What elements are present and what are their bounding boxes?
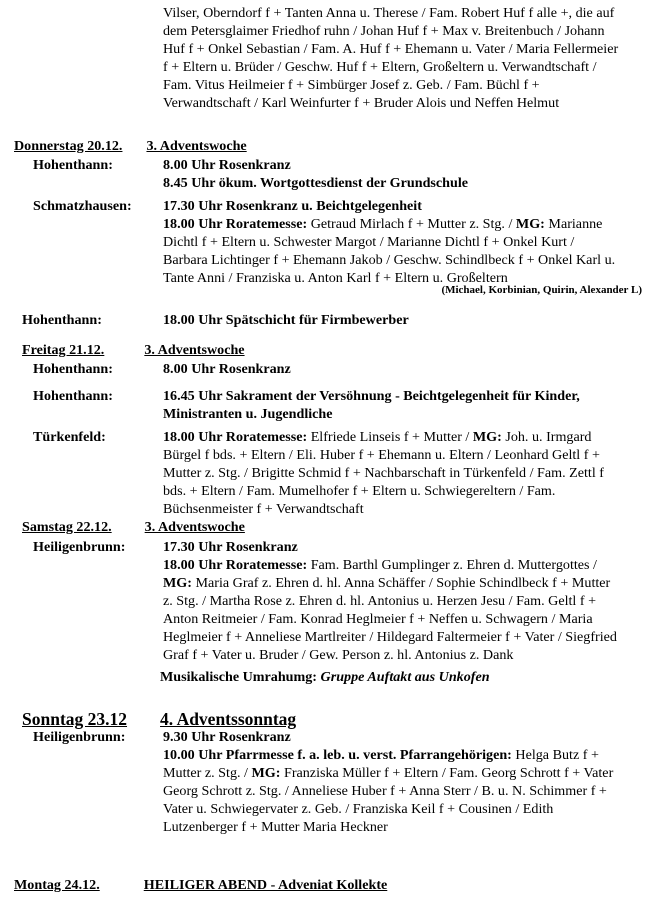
location-label: Hohenthann: — [33, 388, 113, 404]
day-heading-samstag — [22, 518, 245, 536]
service-line: Ministranten u. Jugendliche — [163, 406, 333, 422]
mg-label: MG: — [163, 575, 192, 591]
intention-line: Bürgel f bds. + Eltern / Eli. Huber f + Ehemann u. Eltern / Leonhard Geltl f + — [163, 447, 600, 463]
service-entry: 8.00 Uhr Rosenkranz — [163, 361, 291, 377]
intention-line: Dichtl f + Eltern u. Schwester Margot / Marianne Dichtl f + Onkel Kurt / — [163, 234, 575, 250]
service-line: 8.00 Uhr Rosenkranz — [163, 157, 291, 173]
intention-line — [163, 215, 653, 233]
intention-line — [163, 746, 653, 764]
service-line: 17.30 Uhr Rosenkranz — [163, 539, 298, 555]
day-heading-donnerstag — [14, 137, 247, 155]
service-entry — [163, 538, 653, 664]
location-label: Schmatzhausen: — [33, 198, 132, 214]
service-line: 9.30 Uhr Rosenkranz — [163, 729, 291, 745]
day-date: Donnerstag 20.12. — [14, 138, 123, 154]
service-entry — [163, 728, 653, 836]
intro-line: Vilser, Oberndorf f + Tanten Anna u. Therese / Fam. Robert Huf f alle +, die auf — [163, 5, 615, 21]
day-week: 3. Adventswoche — [144, 519, 245, 535]
intention-line: Anton Reitmeier / Fam. Konrad Heglmeier f + Neffen u. Schwagern / Maria — [163, 611, 593, 627]
intention-line — [163, 764, 653, 782]
intro-text — [163, 4, 653, 112]
service-entry — [163, 387, 653, 423]
day-heading-montag — [14, 876, 387, 894]
intention-line: Büchsenmeister f + Verwandtschaft — [163, 501, 364, 517]
intro-line: dem Petersglaimer Friedhof ruhn / Johan Huf f + Max v. Breitenbuch / Johann — [163, 23, 605, 39]
mg-label: MG: — [515, 216, 545, 232]
intention-line: Lutzenberger f + Mutter Maria Heckner — [163, 819, 388, 835]
day-week: 4. Adventssonntag — [160, 709, 297, 729]
intention-line: Mutter z. Stg. / Brigitte Schmid f + Nachbarschaft in Türkenfeld / Fam. Zettl f — [163, 465, 604, 481]
intention-line: Barbara Lichtinger f + Ehemann Jakob / Geschw. Schindlbeck f + Onkel Karl u. — [163, 252, 616, 268]
day-week: 3. Adventswoche — [144, 342, 245, 358]
service-entry — [163, 428, 653, 518]
intention-text: Maria Graf z. Ehren d. hl. Anna Schäffer / Sophie Schindlbeck f + Mutter — [191, 575, 611, 591]
intro-line: f + Eltern u. Brüder / Geschw. Huf f + Eltern, Großeltern u. Verwandtschaft / — [163, 59, 597, 75]
intention-line: Heglmeier f + Anneliese Martlreiter / Hildegard Faltermeier f + Vater / Siegfried — [163, 629, 617, 645]
intention-text: Getraud Mirlach f + Mutter z. Stg. / — [307, 216, 516, 232]
day-week: 3. Adventswoche — [146, 138, 247, 154]
music-group: Gruppe Auftakt aus Unkofen — [320, 669, 490, 685]
day-title: HEILIGER ABEND - Adveniat Kollekte — [143, 877, 388, 893]
service-entry: 18.00 Uhr Spätschicht für Firmbewerber — [163, 312, 409, 328]
intention-line — [163, 574, 653, 592]
mg-label: MG: — [472, 429, 502, 445]
intention-line: Georg Schrott z. Stg. / Anneliese Huber f + Anna Sterr / B. u. N. Schimmer f + — [163, 783, 607, 799]
intention-text: Helga Butz f + — [511, 747, 599, 763]
day-date: Montag 24.12. — [14, 877, 100, 893]
intention-line: Graf f + Vater u. Bruder / Gew. Person z. hl. Antonius z. Dank — [163, 647, 514, 663]
intro-line: Huf f + Onkel Sebastian / Fam. A. Huf f + Ehemann u. Vater / Maria Fellermeier — [163, 41, 619, 57]
day-date: Freitag 21.12. — [22, 342, 105, 358]
intention-text: Marianne — [544, 216, 603, 232]
location-label: Heiligenbrunn: — [33, 729, 126, 745]
service-line: 17.30 Uhr Rosenkranz u. Beichtgelegenheit — [163, 198, 422, 214]
day-date: Samstag 22.12. — [22, 519, 112, 535]
location-label: Hohenthann: — [22, 312, 102, 328]
intention-line — [163, 556, 653, 574]
location-label: Hohenthann: — [33, 361, 113, 377]
day-date: Sonntag 23.12 — [22, 709, 128, 729]
service-entry — [163, 197, 653, 287]
mass-label: 18.00 Uhr Roratemesse: — [163, 429, 308, 445]
day-heading-freitag — [22, 341, 245, 359]
intention-line: Tante Anni / Franziska u. Anton Karl f + Eltern u. Großeltern — [163, 270, 508, 286]
service-line: 16.45 Uhr Sakrament der Versöhnung - Beichtgelegenheit für Kinder, — [163, 388, 580, 404]
location-label: Hohenthann: — [33, 157, 113, 173]
day-heading-sonntag — [22, 708, 296, 730]
intro-line: Verwandtschaft / Karl Weinfurter f + Bruder Alois und Neffen Helmut — [163, 95, 560, 111]
location-label: Heiligenbrunn: — [33, 539, 126, 555]
mass-label: 18.00 Uhr Roratemesse: — [163, 557, 308, 573]
intention-text: Joh. u. Irmgard — [501, 429, 592, 445]
mg-label: MG: — [251, 765, 281, 781]
service-entry — [163, 156, 653, 192]
intro-line: Fam. Vitus Heilmeier f + Simbürger Josef z. Geb. / Fam. Büchl f + — [163, 77, 540, 93]
intention-text: Franziska Müller f + Eltern / Fam. Georg Schrott f + Vater — [280, 765, 614, 781]
intention-line: Vater u. Schwiegervater z. Geb. / Franziska Keil f + Cousinen / Edith — [163, 801, 554, 817]
intention-line — [163, 428, 653, 446]
mass-label: 18.00 Uhr Roratemesse: — [163, 216, 308, 232]
service-line: 8.45 Uhr ökum. Wortgottesdienst der Grundschule — [163, 175, 469, 191]
intention-text: Mutter z. Stg. / — [163, 765, 252, 781]
music-note — [160, 668, 490, 686]
mass-label: 10.00 Uhr Pfarrmesse f. a. leb. u. verst. Pfarrangehörigen: — [163, 747, 512, 763]
intention-line: z. Stg. / Martha Rose z. Ehren d. hl. Antonius u. Herzen Jesu / Fam. Geltl f + — [163, 593, 597, 609]
intention-line: bds. + Eltern / Fam. Mumelhofer f + Eltern u. Schwiegereltern / Fam. — [163, 483, 556, 499]
music-label: Musikalische Umrahumg: — [160, 669, 321, 685]
ministrants-note: (Michael, Korbinian, Quirin, Alexander L) — [441, 284, 642, 296]
intention-text: Elfriede Linseis f + Mutter / — [307, 429, 473, 445]
intention-text: Fam. Barthl Gumplinger z. Ehren d. Muttergottes / — [307, 557, 597, 573]
location-label: Türkenfeld: — [33, 429, 106, 445]
